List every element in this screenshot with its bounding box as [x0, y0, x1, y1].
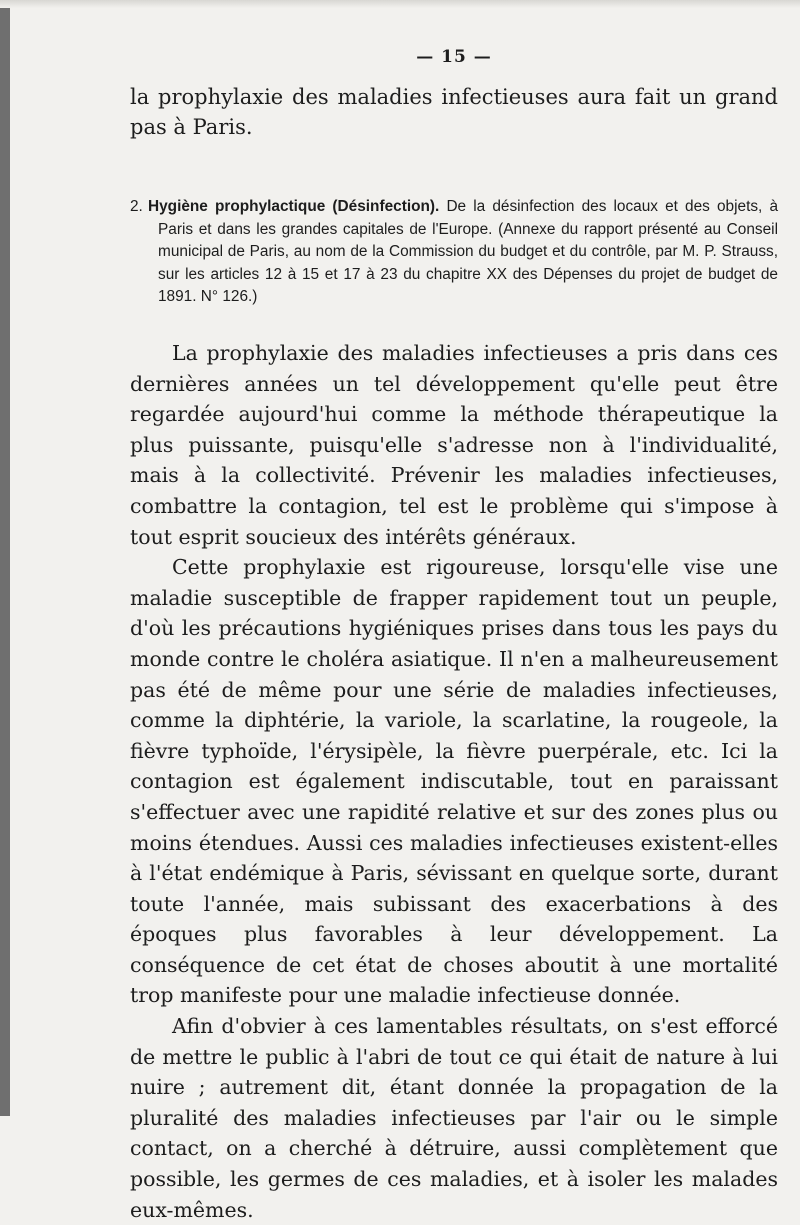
paragraph: Cette prophylaxie est rigoureuse, lorsqu'elle vise une maladie susceptible de frapper rapidement tout un peuple, d'où les précautions hygiéniques prises dans tous les pays du monde contre le choléra asiatique. Il n'en a malheureusement pas été de même pour une série de maladies infectieuses, comme la diphtérie, la variole, la scarlatine, la rougeole, la fièvre typhoïde, l'érysipèle, la fièvre puerpérale, etc. Ici la contagion est également indiscutable, tout en paraissant s'effectuer avec une rapidité relative et sur des zones plus ou moins étendues. Aussi ces maladies infectieuses existent-elles à l'état endémique à Paris, sévissant en quelque sorte, durant toute l'année, mais subissant des exacerbations à des époques plus favorables à leur développement. La conséquence de cet état de choses aboutit à une mortalité trop manifeste pour une maladie infectieuse donnée. — [130, 555, 778, 1008]
reference-title: Hygiène prophylactique (Désinfection). — [148, 198, 440, 215]
reference-body — [130, 196, 778, 309]
body-text — [130, 338, 778, 1225]
scan-border — [0, 0, 10, 1116]
reference-description: De la désinfection des locaux et des objets, à Paris et dans les grandes capitales de l'Europe. (Annexe du rapport présenté au Conseil municipal de Paris, au nom de la Commission du budget et du contrôle, par M. P. Strauss, sur les articles 12 à 15 et 17 à 23 du chapitre XX des Dépenses du projet de budget de 1891. N° 126.) — [158, 198, 779, 305]
carry-over-text: la prophylaxie des maladies infectieuses aura fait un grand pas à Paris. — [130, 85, 778, 139]
reference-number: 2. — [130, 198, 143, 215]
reference-entry — [130, 196, 778, 309]
paragraph: Afin d'obvier à ces lamentables résultats, on s'est efforcé de mettre le public à l'abri de tout ce qui était de nature à lui nuire ; autrement dit, étant donnée la propagation de la pluralité des maladies infectieuses par l'air ou le simple contact, on a cherché à détruire, aussi complètement que possible, les germes de ces maladies, et à isoler les malades eux-mêmes. — [130, 1014, 778, 1222]
scan-top-shadow — [0, 0, 800, 8]
page-number: — 15 — — [416, 47, 492, 67]
paragraph: La prophylaxie des maladies infectieuses a pris dans ces dernières années un tel développement qu'elle peut être regardée aujourd'hui comme la méthode thérapeutique la plus puissante, puisqu'elle s'adresse non à l'individualité, mais à la collectivité. Prévenir les maladies infectieuses, combattre la contagion, tel est le problème qui s'impose à tout esprit soucieux des intérêts généraux. — [130, 341, 778, 549]
